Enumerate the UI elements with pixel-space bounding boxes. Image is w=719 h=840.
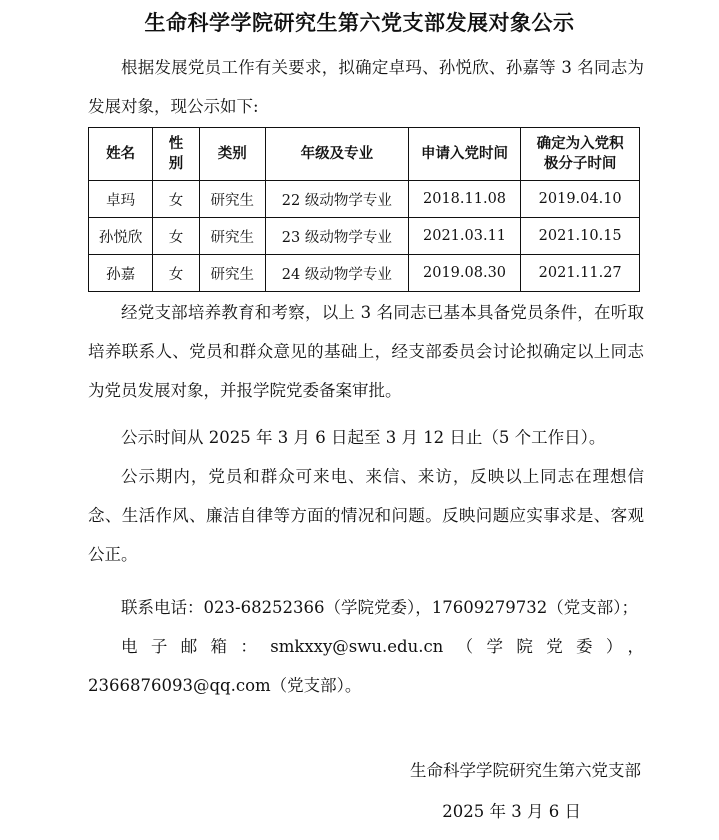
- header-category: 类别: [199, 128, 265, 181]
- cell-activist-date: 2021.11.27: [521, 255, 640, 292]
- intro-paragraph: 根据发展党员工作有关要求，拟确定卓玛、孙悦欣、孙嘉等 3 名同志为发展对象，现公示如下:: [88, 58, 644, 116]
- contact-email: 电子邮箱：smkxxy@swu.edu.cn（学院党委），2366876093@qq.com（党支部）。: [88, 637, 644, 695]
- cell-grade-major: 22 级动物学专业: [265, 181, 408, 218]
- cell-application-date: 2019.08.30: [408, 255, 521, 292]
- cell-name: 孙悦欣: [89, 218, 153, 255]
- assessment-paragraph: 经党支部培养教育和考察，以上 3 名同志已基本具备党员条件，在听取培养联系人、党员和群众意见的基础上，经支部委员会讨论拟确定以上同志为党员发展对象，并报学院党委备案审批。: [88, 303, 644, 400]
- cell-grade-major: 24 级动物学专业: [265, 255, 408, 292]
- table-row: [89, 255, 640, 292]
- signature-date: 2025 年 3 月 6 日: [442, 802, 581, 821]
- cell-grade-major: 23 级动物学专业: [265, 218, 408, 255]
- cell-category: 研究生: [199, 181, 265, 218]
- contact-phone: 联系电话：023-68252366（学院党委），17609279732（党支部）；: [121, 598, 639, 617]
- cell-name: 孙嘉: [89, 255, 153, 292]
- header-name: 姓名: [89, 128, 153, 181]
- period-paragraph: 公示时间从 2025 年 3 月 6 日起至 3 月 12 日止（5 个工作日）。: [121, 428, 606, 447]
- header-gender: 性别: [153, 128, 199, 181]
- header-grade-major: 年级及专业: [265, 128, 408, 181]
- cell-category: 研究生: [199, 255, 265, 292]
- table-row: [89, 181, 640, 218]
- cell-gender: 女: [153, 181, 199, 218]
- cell-activist-date: 2021.10.15: [521, 218, 640, 255]
- cell-application-date: 2021.03.11: [408, 218, 521, 255]
- cell-application-date: 2018.11.08: [408, 181, 521, 218]
- page-title: 生命科学学院研究生第六党支部发展对象公示: [144, 11, 575, 35]
- cell-category: 研究生: [199, 218, 265, 255]
- signature-org: 生命科学学院研究生第六党支部: [410, 761, 641, 780]
- candidate-table: [88, 127, 640, 292]
- cell-activist-date: 2019.04.10: [521, 181, 640, 218]
- feedback-paragraph: 公示期内，党员和群众可来电、来信、来访，反映以上同志在理想信念、生活作风、廉洁自律等方面的情况和问题。反映问题应实事求是、客观公正。: [88, 467, 644, 564]
- header-activist-date: 确定为入党积极分子时间: [521, 128, 640, 181]
- cell-name: 卓玛: [89, 181, 153, 218]
- table-header-row: [89, 128, 640, 181]
- cell-gender: 女: [153, 218, 199, 255]
- header-application-date: 申请入党时间: [408, 128, 521, 181]
- table-row: [89, 218, 640, 255]
- cell-gender: 女: [153, 255, 199, 292]
